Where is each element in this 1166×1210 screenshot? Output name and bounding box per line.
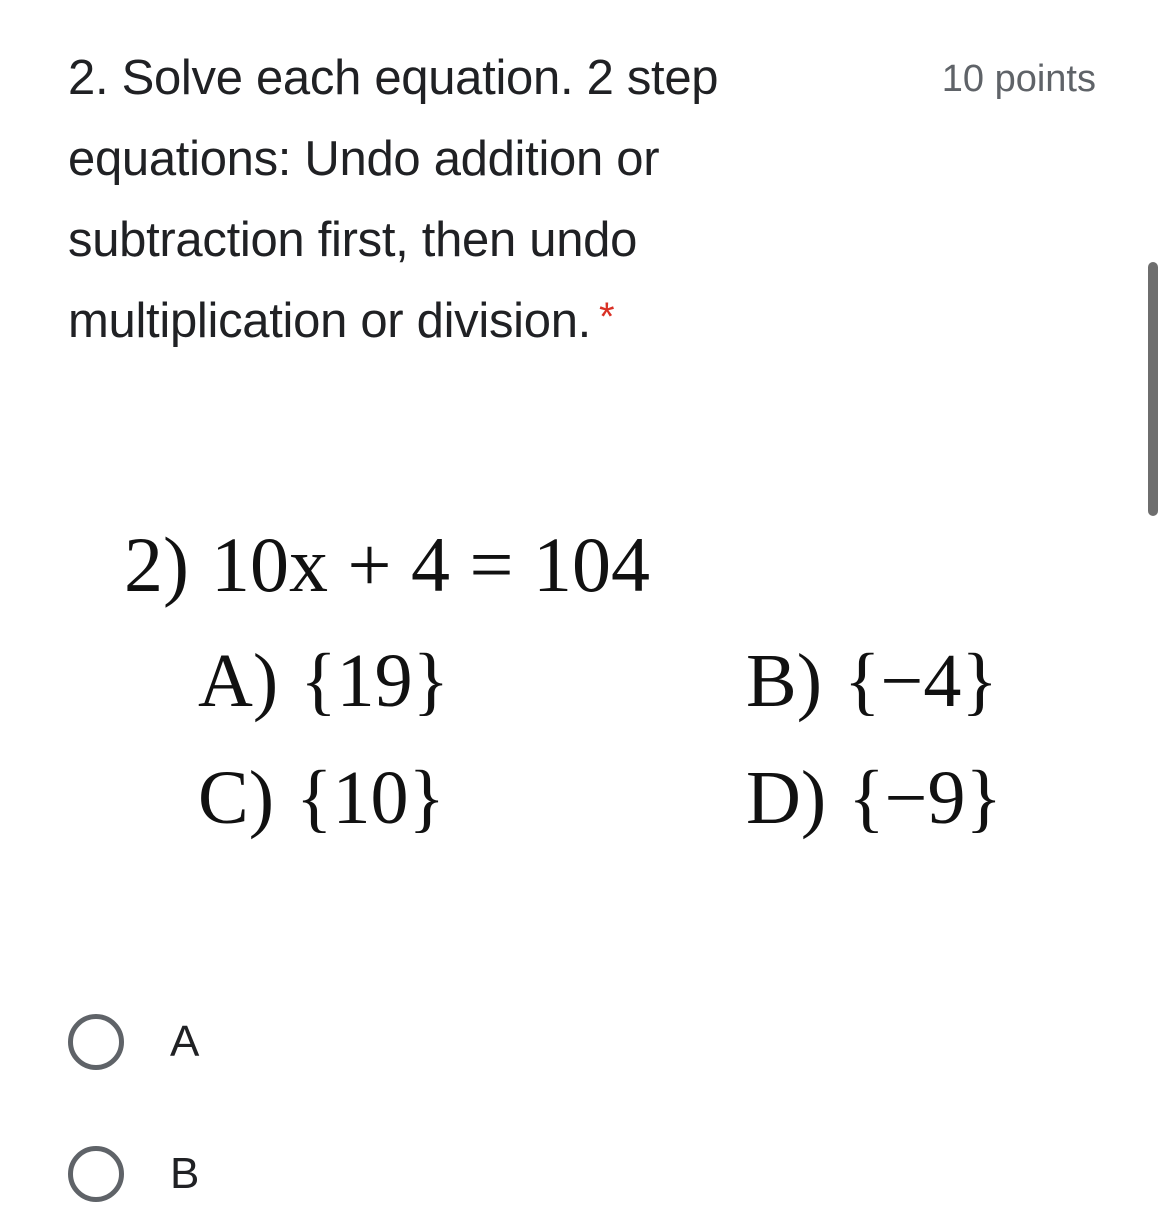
image-choice-letter: D) xyxy=(746,756,827,840)
image-choice-value: {10} xyxy=(296,756,445,840)
radio-button-b[interactable] xyxy=(68,1146,124,1202)
equation-text: 10x + 4 = 104 xyxy=(210,521,650,608)
image-choice-a xyxy=(198,638,449,725)
radio-button-a[interactable] xyxy=(68,1014,124,1070)
image-choice-letter: C) xyxy=(198,756,274,840)
points-label: 10 points xyxy=(941,58,1096,100)
scrollbar-thumb[interactable] xyxy=(1148,262,1158,516)
option-label-b: B xyxy=(170,1149,200,1198)
option-b[interactable] xyxy=(68,1138,199,1210)
required-marker: * xyxy=(598,295,615,339)
question-title xyxy=(68,38,828,362)
image-choice-value: {19} xyxy=(300,639,450,723)
problem-image xyxy=(0,500,1140,900)
option-a[interactable] xyxy=(68,1006,199,1078)
image-choice-d xyxy=(746,755,1002,842)
image-choice-letter: B) xyxy=(746,639,822,723)
image-choice-letter: A) xyxy=(198,639,279,723)
option-label-a: A xyxy=(170,1017,200,1066)
image-choice-value: {−4} xyxy=(844,639,998,723)
image-choice-b xyxy=(746,638,998,725)
equation xyxy=(124,520,650,610)
image-choice-value: {−9} xyxy=(848,756,1003,840)
problem-number: 2) xyxy=(124,521,189,608)
question-title-text: 2. Solve each equation. 2 step equations: Undo addition or subtraction first, then undo multiplication or division. xyxy=(68,51,719,348)
image-choice-c xyxy=(198,755,445,842)
